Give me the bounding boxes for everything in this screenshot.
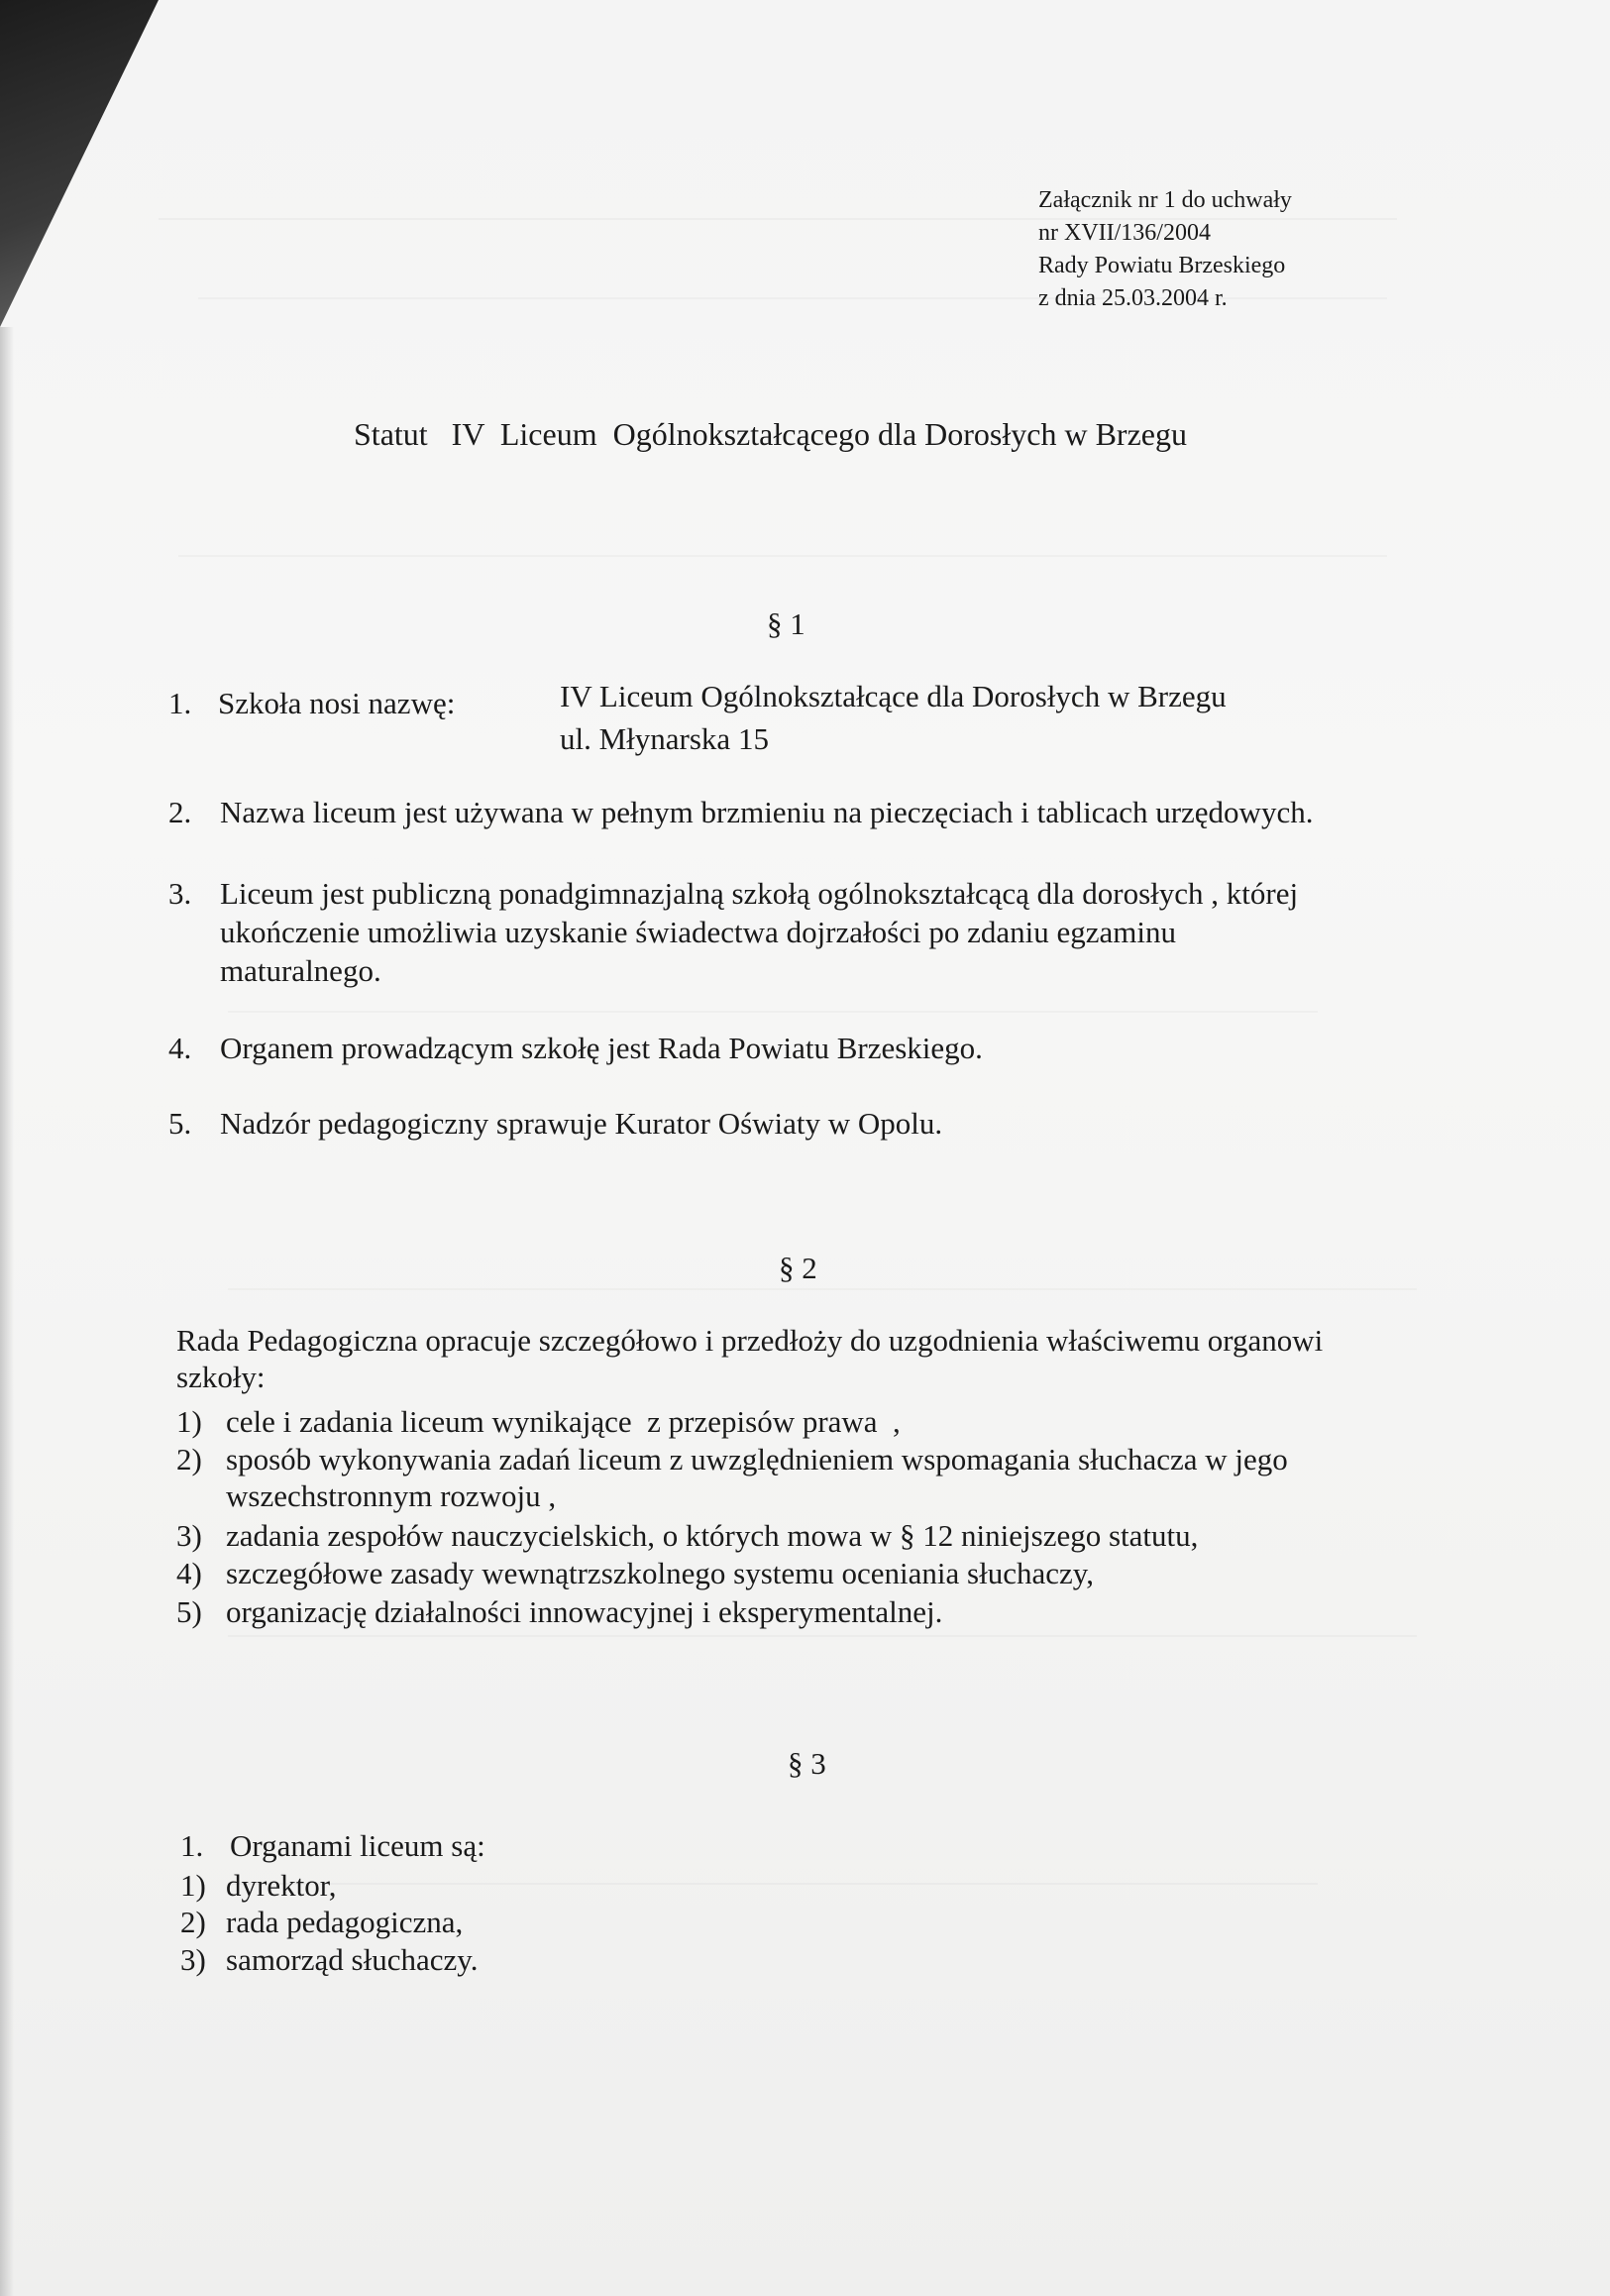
s1-item-3-num: 3. <box>168 876 192 911</box>
s3-intro <box>180 1826 485 1866</box>
s1-item-1-num: 1. <box>168 686 192 720</box>
s2-intro-line-1: Rada Pedagogiczna opracuje szczegółowo i przedłoży do uzgodnienia właściwemu organowi <box>176 1323 1324 1358</box>
s3-item-1-num: 1) <box>180 1868 206 1903</box>
s1-item-3-line-3: maturalnego. <box>220 953 381 988</box>
annex-line-4: z dnia 25.03.2004 r. <box>1038 285 1228 311</box>
annex-line-3: Rady Powiatu Brzeskiego <box>1038 253 1286 278</box>
s2-item-3-text: zadania zespołów nauczycielskich, o których mowa w § 12 niniejszego statutu, <box>226 1518 1199 1553</box>
s1-item-3 <box>168 874 1298 914</box>
s1-item-1-label: Szkoła nosi nazwę: <box>218 686 456 720</box>
s3-item-3 <box>180 1940 478 1980</box>
s2-item-4-num: 4) <box>176 1556 202 1590</box>
s2-item-4 <box>176 1554 1094 1593</box>
s1-item-4-num: 4. <box>168 1031 192 1065</box>
s1-item-5-num: 5. <box>168 1106 192 1141</box>
s3-item-2-num: 2) <box>180 1905 206 1939</box>
s1-item-5 <box>168 1104 942 1144</box>
s1-item-2 <box>168 793 1313 832</box>
s3-item-3-num: 3) <box>180 1942 206 1977</box>
s2-item-4-text: szczegółowe zasady wewnątrzszkolnego systemu oceniania słuchaczy, <box>226 1556 1094 1590</box>
s2-item-1-text: cele i zadania liceum wynikające z przepisów prawa , <box>226 1404 901 1439</box>
s2-item-5-text: organizację działalności innowacyjnej i eksperymentalnej. <box>226 1594 943 1629</box>
s2-item-2-line-2: wszechstronnym rozwoju , <box>226 1478 557 1513</box>
annex-line-1: Załącznik nr 1 do uchwały <box>1038 187 1292 213</box>
section-2-heading: § 2 <box>779 1251 817 1285</box>
s2-item-1-num: 1) <box>176 1404 202 1439</box>
s3-intro-num: 1. <box>180 1828 204 1863</box>
s2-intro-line-2: szkoły: <box>176 1360 266 1394</box>
s2-item-2 <box>176 1440 1288 1479</box>
section-3-heading: § 3 <box>788 1746 826 1781</box>
s2-item-3 <box>176 1516 1198 1556</box>
s1-item-1-value-1: IV Liceum Ogólnokształcące dla Dorosłych w Brzegu <box>560 679 1227 713</box>
s3-item-1-text: dyrektor, <box>226 1868 337 1903</box>
section-1-heading: § 1 <box>767 606 805 641</box>
annex-line-2: nr XVII/136/2004 <box>1038 220 1211 246</box>
s2-item-1 <box>176 1402 901 1442</box>
s1-item-4-text: Organem prowadzącym szkołę jest Rada Powiatu Brzeskiego. <box>220 1031 983 1065</box>
annex-reference <box>1038 184 1292 315</box>
s2-item-2-text: sposób wykonywania zadań liceum z uwzględnieniem wspomagania słuchacza w jego <box>226 1442 1288 1476</box>
s2-item-5 <box>176 1592 942 1632</box>
s3-intro-text: Organami liceum są: <box>230 1828 485 1863</box>
s2-item-3-num: 3) <box>176 1518 202 1553</box>
s3-item-2-text: rada pedagogiczna, <box>226 1905 464 1939</box>
scan-corner-shadow <box>0 0 159 327</box>
scan-left-edge <box>0 327 14 2296</box>
s2-item-5-num: 5) <box>176 1594 202 1629</box>
s1-item-2-num: 2. <box>168 795 192 829</box>
document-title: Statut IV Liceum Ogólnokształcącego dla Dorosłych w Brzegu <box>354 416 1187 452</box>
s3-item-3-text: samorząd słuchaczy. <box>226 1942 479 1977</box>
s2-item-2-num: 2) <box>176 1442 202 1476</box>
s1-item-1 <box>168 684 455 723</box>
s3-item-2 <box>180 1903 463 1942</box>
s1-item-1-value-2: ul. Młynarska 15 <box>560 721 769 756</box>
s3-item-1 <box>180 1866 337 1906</box>
s1-item-2-text: Nazwa liceum jest używana w pełnym brzmieniu na pieczęciach i tablicach urzędowych. <box>220 795 1314 829</box>
s1-item-4 <box>168 1029 983 1068</box>
s1-item-5-text: Nadzór pedagogiczny sprawuje Kurator Oświaty w Opolu. <box>220 1106 943 1141</box>
s1-item-3-line-1: Liceum jest publiczną ponadgimnazjalną szkołą ogólnokształcącą dla dorosłych , której <box>220 876 1299 911</box>
s1-item-3-line-2: ukończenie umożliwia uzyskanie świadectwa dojrzałości po zdaniu egzaminu <box>220 915 1176 949</box>
